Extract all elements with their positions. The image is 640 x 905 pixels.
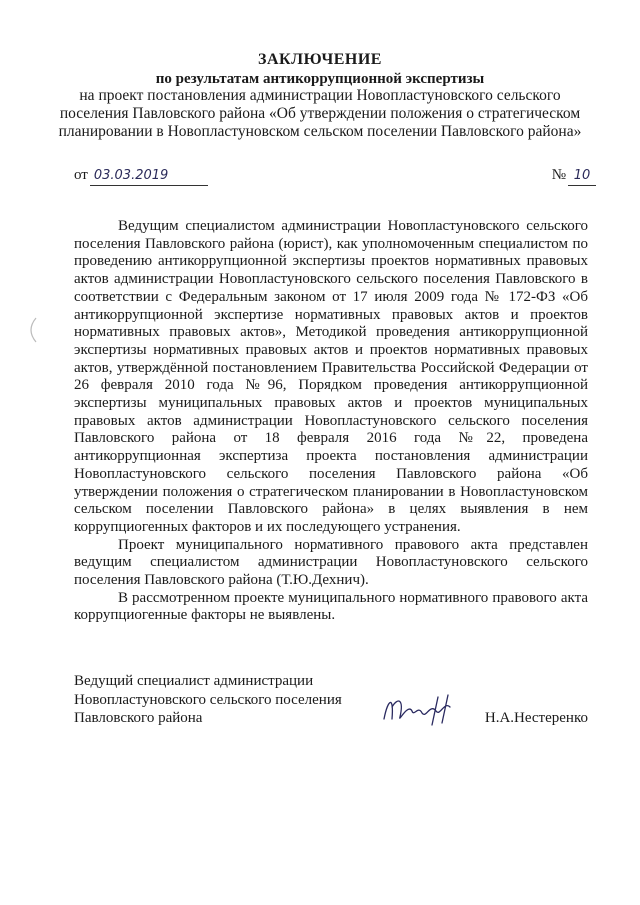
date-value: 03.03.2019 (90, 166, 208, 186)
signatory-position-line-2: Новопластуновского сельского поселения (74, 691, 342, 708)
punch-hole-mark (22, 316, 40, 344)
body-paragraph-1: Ведущим специалистом администрации Новопластуновского сельского поселения Павловского района (юрист), как уполномоченным специалистом по проведению антикоррупционной экспертизы проектов нормативных правовых актов администрации Новопластуновского сельского поселения Павловского в соответствии с Федеральным законом от 17 июля 2009 года № 172-ФЗ «Об антикоррупционной экспертизе нормативных правовых актов и проектов нормативных правовых актов», Методикой проведения антикоррупционной экспертизы нормативных правовых актов и проектов нормативных правовых актов, утверждённой постановлением Правительства Российской Федерации от 26 февраля 2010 года №96, Порядком проведения антикоррупционной экспертизы муниципальных правовых актов и проектов муниципальных правовых актов администрации Новопластуновского сельского поселения Павловского района от 18 февраля 2016 года №22, проведена антикоррупционная экспертиза проекта постановления администрации Новопластуновского сельского поселения Павловского района «Об утверждении положения о стратегическом планировании в Новопластуновском сельском поселении Павловского района» в целях выявления в нем коррупциогенных факторов и их последующего устранения. (74, 218, 588, 535)
number-value: 10 (568, 166, 596, 186)
document-subtitle: по результатам антикоррупционной экспертизы (155, 71, 485, 87)
signatory-name: Н.А.Нестеренко (484, 710, 588, 726)
document-title: ЗАКЛЮЧЕНИЕ (258, 51, 382, 68)
signatory-position (74, 672, 342, 728)
date-field (74, 166, 208, 186)
document-number-field (552, 166, 596, 186)
document-subject-line-1: на проект постановления администрации Новопластуновского сельского (79, 87, 561, 104)
document-subject-line-2: поселения Павловского района «Об утверждении положения о стратегическом (59, 105, 581, 122)
number-prefix: № (551, 167, 566, 183)
signatory-position-line-3: Павловского района (74, 710, 203, 726)
document-body (74, 218, 588, 625)
handwritten-signature (378, 689, 468, 729)
document-subject-line-3: планировании в Новопластуновском сельском поселении Павловского района» (58, 123, 582, 140)
signatory-position-line-1: Ведущий специалист администрации (74, 673, 314, 689)
date-prefix: от (74, 167, 88, 183)
body-paragraph-2: Проект муниципального нормативного правового акта представлен ведущим специалистом администрации Новопластуновского сельского поселения Павловского района (Т.Ю.Дехнич). (74, 536, 588, 589)
body-paragraph-3: В рассмотренном проекте муниципального нормативного правового акта коррупциогенные факторы не выявлены. (74, 589, 588, 624)
